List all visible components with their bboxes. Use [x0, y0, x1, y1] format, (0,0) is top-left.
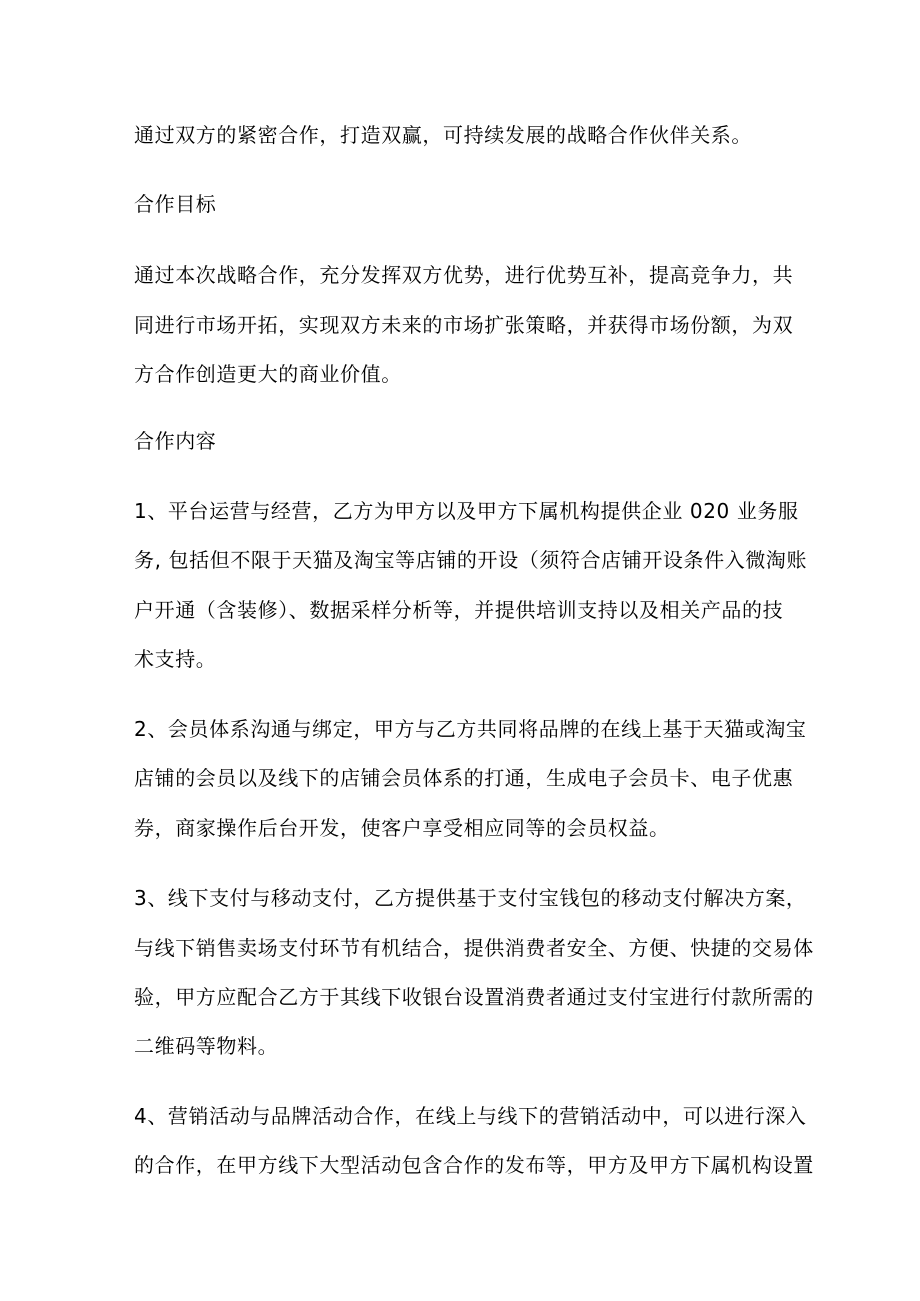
item-2-line: 店铺的会员以及线下的店铺会员体系的打通，生成电子会员卡、电子优惠 [134, 766, 794, 790]
item-1-line: 务, 包括但不限于天猫及淘宝等店铺的开设（须符合店铺开设条件入微淘账 [134, 548, 808, 572]
goal-paragraph-line: 同进行市场开拓，实现双方未来的市场扩张策略，并获得市场份额，为双 [134, 313, 794, 337]
item-3-line: 二维码等物料。 [134, 1034, 279, 1058]
item-4-line: 的合作，在甲方线下大型活动包含合作的发布等，甲方及甲方下属机构设置 [134, 1153, 814, 1177]
item-1-line: 术支持。 [134, 647, 217, 671]
goal-paragraph-line: 方合作创造更大的商业价值。 [134, 362, 402, 386]
item-1-line: 1、平台运营与经营，乙方为甲方以及甲方下属机构提供企业 020 业务服 [134, 499, 799, 523]
section-heading-goal: 合作目标 [134, 192, 217, 216]
item-4-line: 4、营销活动与品牌活动合作，在线上与线下的营销活动中，可以进行深入 [134, 1104, 807, 1128]
item-2-line: 2、会员体系沟通与绑定，甲方与乙方共同将品牌的在线上基于天猫或淘宝 [134, 717, 807, 741]
item-1-line: 户开通（含装修）、数据采样分析等，并提供培训支持以及相关产品的技 [134, 598, 784, 622]
item-3-line: 3、线下支付与移动支付，乙方提供基于支付宝钱包的移动支付解决方案， [134, 886, 807, 910]
section-heading-content: 合作内容 [134, 429, 217, 453]
intro-paragraph: 通过双方的紧密合作，打造双赢，可持续发展的战略合作伙伴关系。 [134, 123, 752, 147]
item-3-line: 验，甲方应配合乙方于其线下收银台设置消费者通过支付宝进行付款所需的 [134, 985, 814, 1009]
item-2-line: 券，商家操作后台开发，使客户享受相应同等的会员权益。 [134, 816, 670, 840]
item-3-line: 与线下销售卖场支付环节有机结合，提供消费者安全、方便、快捷的交易体 [134, 936, 814, 960]
goal-paragraph-line: 通过本次战略合作，充分发挥双方优势，进行优势互补，提高竞争力，共 [134, 263, 794, 287]
